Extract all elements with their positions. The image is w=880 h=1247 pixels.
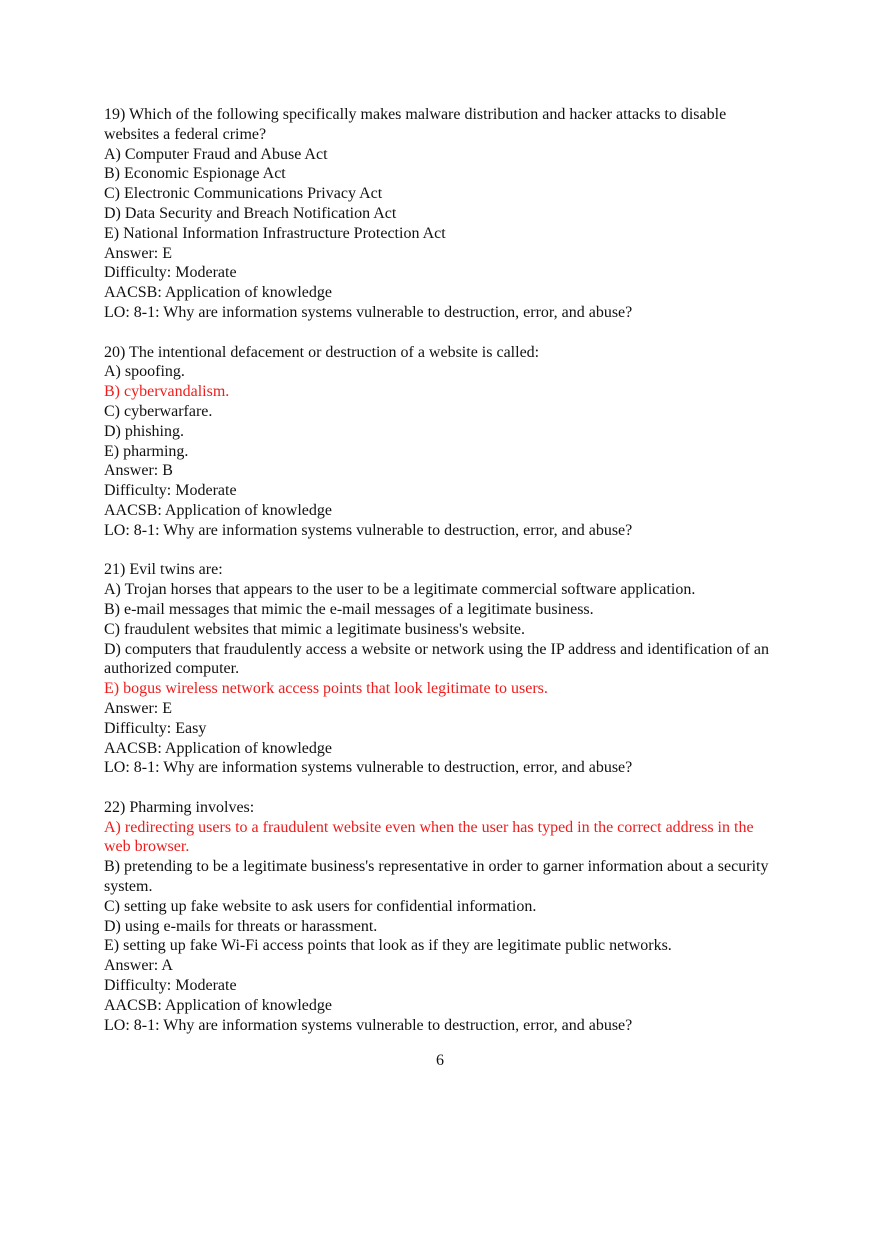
option-d: D) phishing. (104, 422, 184, 440)
difficulty-line: Difficulty: Moderate (104, 482, 237, 500)
aacsb-line: AACSB: Application of knowledge (104, 996, 332, 1014)
question-22 (104, 798, 774, 1036)
question-stem: 20) The intentional defacement or destruction of a website is called: (104, 343, 540, 361)
option-a: A) Trojan horses that appears to the user to be a legitimate commercial software application. (104, 581, 696, 599)
difficulty-line: Difficulty: Moderate (104, 977, 237, 995)
page-number: 6 (436, 1052, 444, 1069)
option-c: C) cyberwarfare. (104, 402, 213, 420)
question-19 (104, 105, 774, 323)
learning-objective-line: LO: 8-1: Why are information systems vulnerable to destruction, error, and abuse? (104, 303, 633, 321)
option-b: B) e-mail messages that mimic the e-mail messages of a legitimate business. (104, 600, 594, 618)
question-stem: 19) Which of the following specifically makes malware distribution and hacker attacks to disable websites a federal crime? (104, 106, 727, 143)
option-b: B) pretending to be a legitimate business's representative in order to garner information about a security system. (104, 858, 769, 896)
option-b-highlighted: B) cybervandalism. (104, 383, 230, 401)
option-e: E) pharming. (104, 442, 189, 460)
option-d: D) computers that fraudulently access a website or network using the IP address and identification of an authorized computer. (104, 640, 769, 678)
option-e: E) National Information Infrastructure Protection Act (104, 224, 446, 242)
learning-objective-line: LO: 8-1: Why are information systems vulnerable to destruction, error, and abuse? (104, 521, 633, 539)
document-page (104, 105, 774, 1055)
option-c: C) setting up fake website to ask users for confidential information. (104, 897, 537, 915)
option-b: B) Economic Espionage Act (104, 165, 286, 183)
answer-line: Answer: E (104, 244, 172, 262)
question-21 (104, 560, 774, 778)
answer-line: Answer: A (104, 957, 173, 975)
option-a: A) Computer Fraud and Abuse Act (104, 145, 328, 163)
option-c: C) Electronic Communications Privacy Act (104, 185, 383, 203)
option-a-highlighted: A) redirecting users to a fraudulent website even when the user has typed in the correct address in the web browser. (104, 818, 754, 856)
question-20 (104, 343, 774, 541)
difficulty-line: Difficulty: Easy (104, 719, 207, 737)
learning-objective-line: LO: 8-1: Why are information systems vulnerable to destruction, error, and abuse? (104, 1016, 633, 1034)
option-a: A) spoofing. (104, 363, 185, 381)
aacsb-line: AACSB: Application of knowledge (104, 284, 332, 302)
option-d: D) using e-mails for threats or harassment. (104, 917, 378, 935)
answer-line: Answer: B (104, 462, 173, 480)
question-stem: 21) Evil twins are: (104, 561, 223, 579)
option-c: C) fraudulent websites that mimic a legitimate business's website. (104, 620, 526, 638)
option-d: D) Data Security and Breach Notification Act (104, 204, 397, 222)
option-e: E) setting up fake Wi-Fi access points that look as if they are legitimate public networks. (104, 937, 672, 955)
aacsb-line: AACSB: Application of knowledge (104, 739, 332, 757)
answer-line: Answer: E (104, 699, 172, 717)
learning-objective-line: LO: 8-1: Why are information systems vulnerable to destruction, error, and abuse? (104, 759, 633, 777)
option-e-highlighted: E) bogus wireless network access points that look legitimate to users. (104, 680, 548, 698)
difficulty-line: Difficulty: Moderate (104, 264, 237, 282)
aacsb-line: AACSB: Application of knowledge (104, 501, 332, 519)
question-stem: 22) Pharming involves: (104, 798, 255, 816)
